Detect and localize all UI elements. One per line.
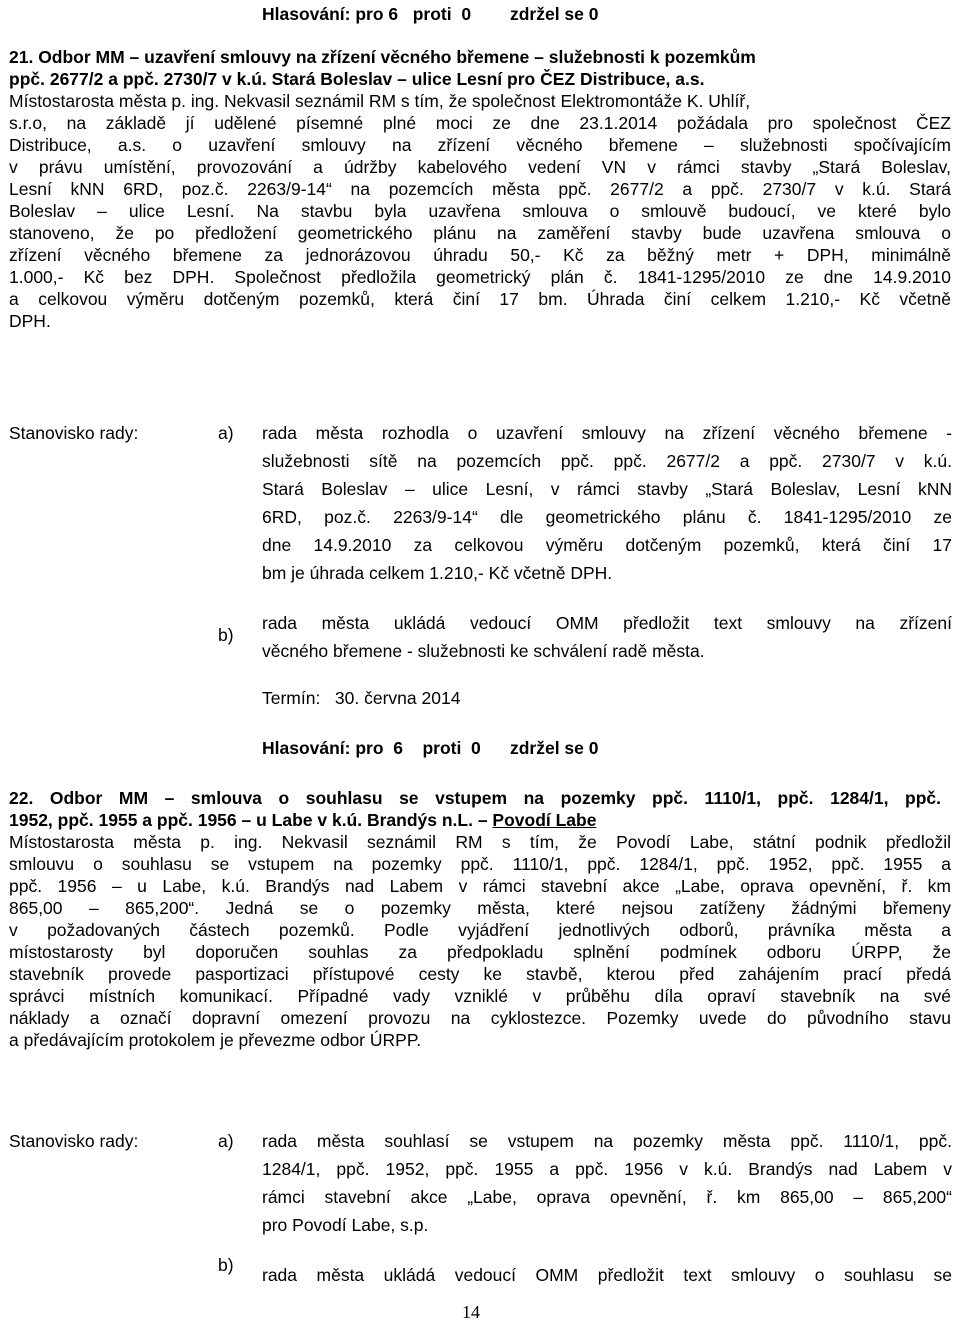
resolution-line: 6RD, poz.č. 2263/9-14“ dle geometrického plánu č. 1841-1295/2010 ze [262,507,952,527]
item22-text-line: stavebník provede pasportizaci přístupové cesty ke stavbě, kterou před zahájením prací předá [9,964,951,984]
item22-text-line: 865,00 – 865,200“. Jedná se o pozemky města, které nejsou zatíženy žádnými břemeny [9,898,951,918]
resolution-line: bm je úhrada celkem 1.210,- Kč včetně DPH. [262,563,613,583]
item21-text-line: Lesní kNN 6RD, poz.č. 2263/9-14“ na pozemcích města ppč. 2677/2 a ppč. 2730/7 v k.ú. Stará [9,179,951,199]
resolution-line: věcného břemene - služebnosti ke schválení radě města. [262,641,705,661]
item22-text-line: Místostarosta města p. ing. Nekvasil seznámil RM s tím, že Povodí Labe, státní podnik předložil [9,832,951,852]
item21-title-line2: ppč. 2677/2 a ppč. 2730/7 v k.ú. Stará Boleslav – ulice Lesní pro ČEZ Distribuce, a.s. [9,69,705,89]
item21-text-line: Místostarosta města p. ing. Nekvasil seznámil RM s tím, že společnost Elektromontáže K. Uhlíř, [9,91,751,111]
item21-text-line: v právu umístění, provozování a údržby kabelového vedení VN v rámci stavby „Stará Boleslav, [9,157,951,177]
item21-text-line: s.r.o, na základě jí udělené písemné plné moci ze dne 23.1.2014 požádala pro společnost ČEZ [9,113,951,133]
resolution-b-label: b) [218,625,234,645]
resolution-a-label: a) [218,423,234,443]
item21-text-line: Boleslav – ulice Lesní. Na stavbu byla uzavřena smlouva o smlouvě budoucí, ve které bylo [9,201,951,221]
resolution-line: rada města ukládá vedoucí OMM předložit text smlouvy o souhlasu se [262,1265,952,1285]
resolution-line: rada města rozhodla o uzavření smlouvy na zřízení věcného břemene - [262,423,952,443]
item22-title-underlined: Povodí Labe [492,810,597,830]
resolution-b-label: b) [218,1255,234,1275]
item22-text-line: správci místních komunikací. Případné vady vzniklé v průběhu díla opraví stavebník na své [9,986,951,1006]
item21-text-line: stanoveno, že po předložení geometrického plánu na zaměření stavby bude uzavřena smlouva o [9,223,951,243]
stanovisko-label: Stanovisko rady: [9,1131,139,1151]
item22-text-line: náklady a označí dopravní omezení provozu na cyklostezce. Pozemky uvede do původního stavu [9,1008,951,1028]
item22-title-line1: 22. Odbor MM – smlouva o souhlasu se vstupem na pozemky ppč. 1110/1, ppč. 1284/1, ppč. [9,788,941,808]
resolution-line: pro Povodí Labe, s.p. [262,1215,429,1235]
item22-text-line: a předávajícím protokolem je převezme odbor ÚRPP. [9,1030,422,1050]
resolution-line: služebnosti sítě na pozemcích ppč. ppč. 2677/2 a ppč. 2730/7 v k.ú. [262,451,952,471]
item22-text-line: v požadovaných částech pozemků. Podle vyjádření jednotlivých odborů, právníka města a [9,920,951,940]
resolution-line: dne 14.9.2010 za celkovou výměru dotčeným pozemků, která činí 17 [262,535,952,555]
vote-result: Hlasování: pro 6 proti 0 zdržel se 0 [262,738,599,758]
vote-result-top: Hlasování: pro 6 proti 0 zdržel se 0 [262,4,599,24]
resolution-line: Stará Boleslav – ulice Lesní, v rámci stavby „Stará Boleslav, Lesní kNN [262,479,952,499]
deadline: Termín: 30. června 2014 [262,688,461,708]
item21-title-line1: 21. Odbor MM – uzavření smlouvy na zřízení věcného břemene – služebnosti k pozemkům [9,47,756,67]
resolution-a-label: a) [218,1131,234,1151]
page-number: 14 [462,1302,480,1322]
item21-text-line: a celkovou výměru dotčeným pozemků, která činí 17 bm. Úhrada činí celkem 1.210,- Kč včetně [9,289,951,309]
item21-text-line: Distribuce, a.s. o uzavření smlouvy na zřízení věcného břemene – služebnosti spočívajícím [9,135,951,155]
item21-text-line: DPH. [9,311,51,331]
item22-text-line: místostarosty byl doporučen souhlas za předpokladu splnění podmínek odboru ÚRPP, že [9,942,951,962]
item22-text-line: smlouvu o souhlasu se vstupem na pozemky ppč. 1110/1, ppč. 1284/1, ppč. 1952, ppč. 1955 a [9,854,951,874]
resolution-line: rada města souhlasí se vstupem na pozemky města ppč. 1110/1, ppč. [262,1131,952,1151]
item21-text-line: zřízení věcného břemene za jednorázovou úhradu 50,- Kč za běžný metr + DPH, minimálně [9,245,951,265]
resolution-line: rámci stavební akce „Labe, oprava opevnění, ř. km 865,00 – 865,200“ [262,1187,952,1207]
item21-text-line: 1.000,- Kč bez DPH. Společnost předložila geometrický plán č. 1841-1295/2010 ze dne 14.9.2010 [9,267,951,287]
resolution-line: 1284/1, ppč. 1952, ppč. 1955 a ppč. 1956 v k.ú. Brandýs nad Labem v [262,1159,952,1179]
item22-title-line2: 1952, ppč. 1955 a ppč. 1956 – u Labe v k.ú. Brandýs n.L. – Povodí Labe [9,810,597,830]
resolution-line: rada města ukládá vedoucí OMM předložit text smlouvy na zřízení [262,613,952,633]
item22-text-line: ppč. 1956 – u Labe, k.ú. Brandýs nad Labem v rámci stavební akce „Labe, oprava opevnění, ř. km [9,876,951,896]
stanovisko-label: Stanovisko rady: [9,423,139,443]
